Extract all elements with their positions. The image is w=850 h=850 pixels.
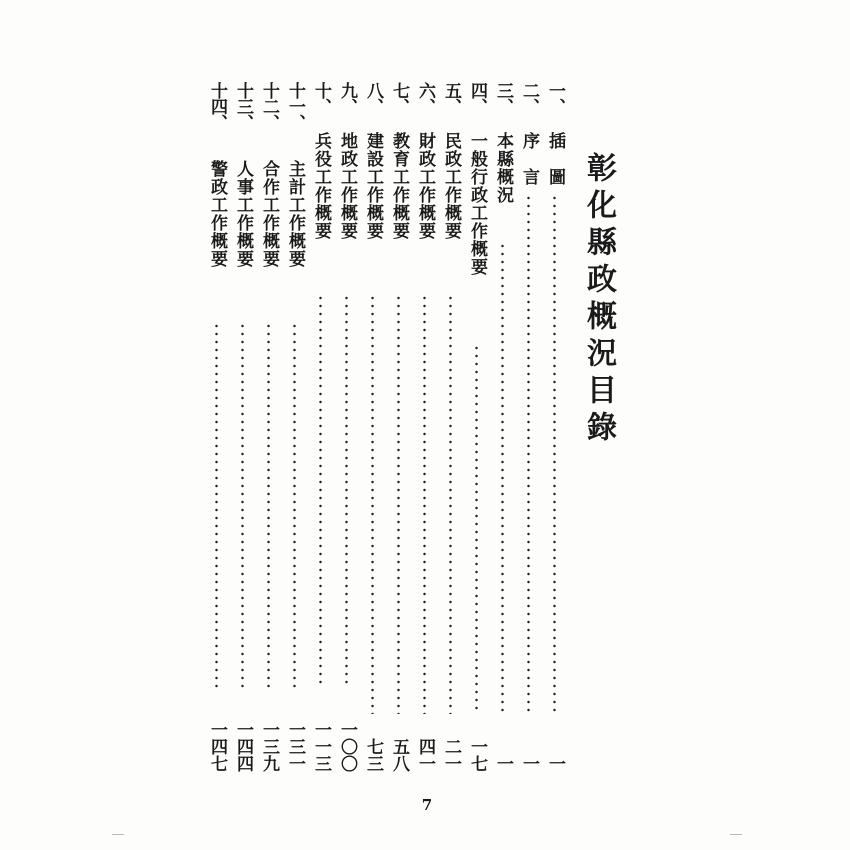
entry-page: 一〇〇 xyxy=(337,721,357,772)
crop-mark xyxy=(730,834,742,835)
entry-number: 一、 xyxy=(545,82,565,114)
entry-page: 二一 xyxy=(441,738,461,772)
toc-entry xyxy=(542,82,568,772)
entry-page: 一四四 xyxy=(233,721,253,772)
leader-dots xyxy=(241,322,244,688)
entry-number: 五、 xyxy=(441,82,461,114)
entry-title: 合作工作概要 xyxy=(259,160,279,268)
entry-number: 十二、 xyxy=(259,82,279,130)
toc-entry xyxy=(438,82,464,772)
leader-dots xyxy=(293,322,296,688)
entry-title: 序 言 xyxy=(519,132,539,186)
toc-entry xyxy=(204,82,230,772)
toc-entry xyxy=(490,82,516,772)
entry-number: 七、 xyxy=(389,82,409,114)
entry-title: 地政工作概要 xyxy=(337,132,357,240)
entry-page: 一 xyxy=(519,755,539,772)
entry-page: 一 xyxy=(545,755,565,772)
entry-title: 警政工作概要 xyxy=(207,160,227,268)
entry-number: 二、 xyxy=(519,82,539,114)
page-number: 7 xyxy=(421,796,433,814)
document-title: 彰化縣政概況目錄 xyxy=(581,152,616,448)
entry-number: 十四、 xyxy=(207,82,227,130)
entry-title: 插 圖 xyxy=(545,132,565,186)
leader-dots xyxy=(501,242,504,714)
leader-dots xyxy=(475,344,478,714)
leader-dots xyxy=(267,322,270,688)
toc-entry xyxy=(256,82,282,772)
entry-title: 教育工作概要 xyxy=(389,132,409,240)
entry-page: 一一三 xyxy=(311,721,331,772)
entry-title: 兵役工作概要 xyxy=(311,132,331,240)
entry-page: 一七 xyxy=(467,738,487,772)
entry-title: 一般行政工作概要 xyxy=(467,132,487,276)
leader-dots xyxy=(553,194,556,714)
leader-dots xyxy=(215,322,218,688)
entry-page: 一 xyxy=(493,755,513,772)
entry-title: 財政工作概要 xyxy=(415,132,435,240)
entry-page: 一四七 xyxy=(207,721,227,772)
entry-title: 建設工作概要 xyxy=(363,132,383,240)
entry-number: 三、 xyxy=(493,82,513,114)
toc-entry xyxy=(516,82,542,772)
entry-page: 一三一 xyxy=(285,721,305,772)
toc-entry xyxy=(334,82,360,772)
toc-entry xyxy=(464,82,490,772)
entry-title: 民政工作概要 xyxy=(441,132,461,240)
toc-entry xyxy=(308,82,334,772)
toc-entry xyxy=(386,82,412,772)
entry-number: 九、 xyxy=(337,82,357,114)
entry-number: 八、 xyxy=(363,82,383,114)
entry-number: 十、 xyxy=(311,82,331,114)
entry-title: 主計工作概要 xyxy=(285,160,305,268)
toc-entry xyxy=(282,82,308,772)
leader-dots xyxy=(345,294,348,688)
leader-dots xyxy=(371,294,374,714)
leader-dots xyxy=(319,294,322,688)
entry-page: 五八 xyxy=(389,738,409,772)
toc-entry xyxy=(360,82,386,772)
entry-number: 十一、 xyxy=(285,82,305,130)
entry-title: 人事工作概要 xyxy=(233,160,253,268)
leader-dots xyxy=(449,294,452,714)
leader-dots xyxy=(423,294,426,714)
entry-page: 四一 xyxy=(415,738,435,772)
entry-title: 本縣概況 xyxy=(493,132,513,204)
leader-dots xyxy=(397,294,400,714)
toc-entry xyxy=(230,82,256,772)
crop-mark xyxy=(112,834,124,835)
entry-page: 七三 xyxy=(363,738,383,772)
entry-page: 一三九 xyxy=(259,721,279,772)
entry-number: 六、 xyxy=(415,82,435,114)
toc-entry xyxy=(412,82,438,772)
leader-dots xyxy=(527,194,530,714)
entry-number: 十三、 xyxy=(233,82,253,130)
entry-number: 四、 xyxy=(467,82,487,114)
